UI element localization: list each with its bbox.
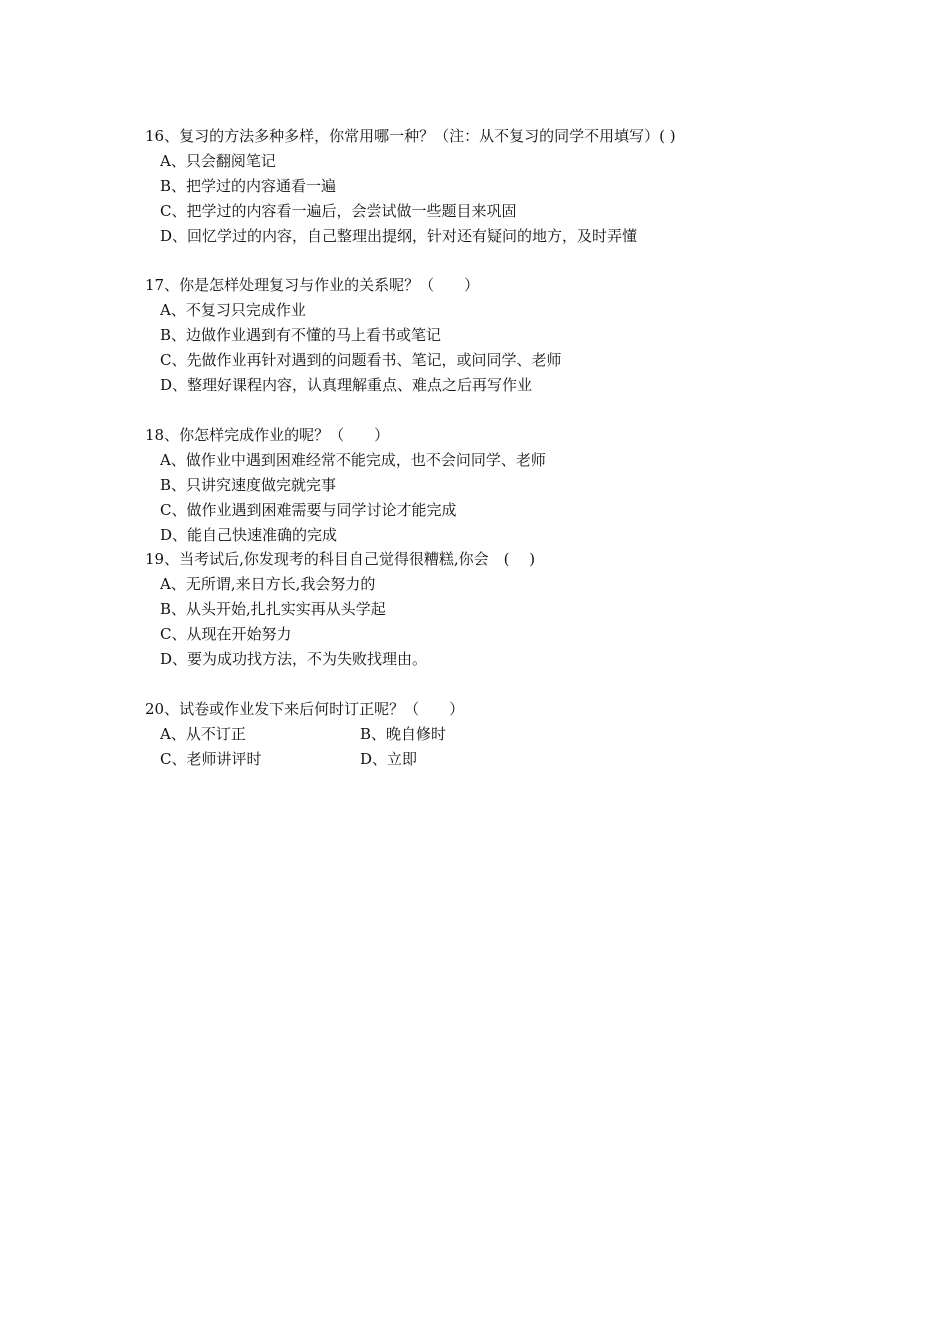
question-16-option-b: B、把学过的内容通看一遍 — [160, 177, 337, 195]
question-19-option-a: A、无所谓,来日方长,我会努力的 — [160, 575, 376, 593]
question-16-option-a: A、只会翻阅笔记 — [160, 152, 276, 170]
question-18-option-d: D、能自己快速准确的完成 — [160, 526, 338, 544]
question-20-option-b: B、晚自修时 — [360, 725, 447, 743]
question-17-option-d: D、整理好课程内容，认真理解重点、难点之后再写作业 — [160, 376, 533, 394]
question-17-option-c: C、先做作业再针对遇到的问题看书、笔记，或问同学、老师 — [160, 351, 562, 369]
question-19-stem: 19、当考试后,你发现考的科目自己觉得很糟糕,你会 ( ) — [145, 550, 536, 568]
question-18-option-b: B、只讲究速度做完就完事 — [160, 476, 337, 494]
question-17-option-a: A、不复习只完成作业 — [160, 301, 306, 319]
question-19-option-b: B、从头开始,扎扎实实再从头学起 — [160, 600, 386, 618]
question-20-option-c: C、老师讲评时 — [160, 750, 262, 768]
question-19-option-d: D、要为成功找方法，不为失败找理由。 — [160, 650, 428, 668]
question-18-option-c: C、做作业遇到困难需要与同学讨论才能完成 — [160, 501, 457, 519]
question-17-stem: 17、你是怎样处理复习与作业的关系呢？（ ） — [145, 276, 480, 294]
question-18-stem: 18、你怎样完成作业的呢？（ ） — [145, 426, 390, 444]
question-16-option-d: D、回忆学过的内容，自己整理出提纲，针对还有疑问的地方，及时弄懂 — [160, 227, 638, 245]
question-20-option-a: A、从不订正 — [160, 725, 246, 743]
question-19-option-c: C、从现在开始努力 — [160, 625, 292, 643]
question-20-stem: 20、试卷或作业发下来后何时订正呢？（ ） — [145, 700, 465, 718]
question-17-option-b: B、边做作业遇到有不懂的马上看书或笔记 — [160, 326, 442, 344]
question-16-option-c: C、把学过的内容看一遍后，会尝试做一些题目来巩固 — [160, 202, 517, 220]
question-20-option-d: D、立即 — [360, 750, 418, 768]
question-18-option-a: A、做作业中遇到困难经常不能完成，也不会问同学、老师 — [160, 451, 546, 469]
question-16-stem: 16、复习的方法多种多样，你常用哪一种？（注：从不复习的同学不用填写）( ) — [145, 127, 676, 145]
